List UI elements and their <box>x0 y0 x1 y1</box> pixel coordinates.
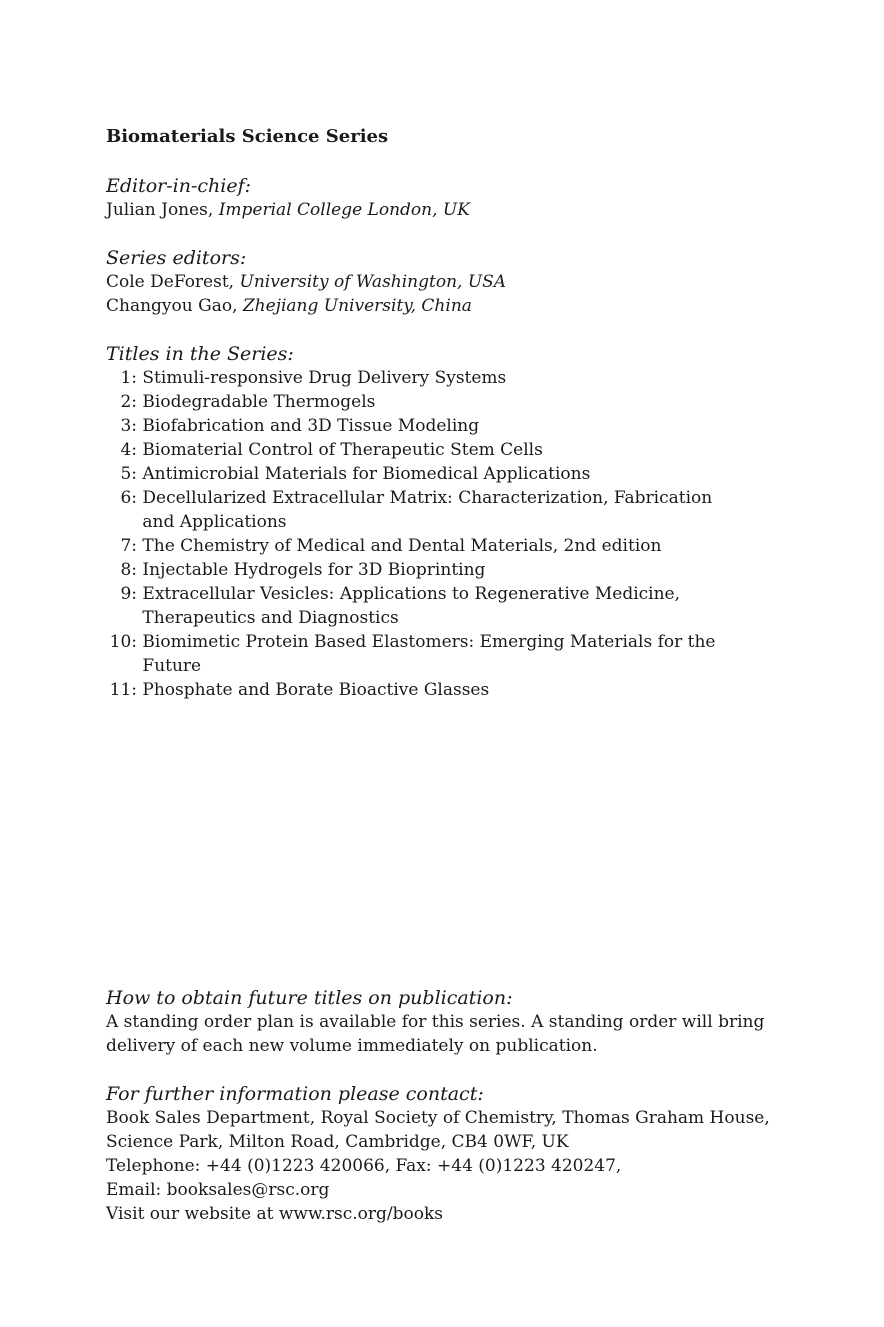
title-text: Antimicrobial Materials for Biomedical Applications <box>142 464 591 484</box>
titles-section <box>106 342 796 702</box>
series-editor-affiliation: Zhejiang University, China <box>242 296 472 316</box>
contact-website: Visit our website at www.rsc.org/books <box>106 1204 444 1224</box>
title-text: Biofabrication and 3D Tissue Modeling <box>142 416 480 436</box>
title-item <box>106 486 796 534</box>
series-editor-name: Cole DeForest, <box>106 272 235 292</box>
contact-email: Email: booksales@rsc.org <box>106 1180 330 1200</box>
future-titles-section <box>106 986 796 1058</box>
title-number: 8: <box>120 560 137 580</box>
series-front-matter <box>106 124 796 702</box>
contact-heading: For further information please contact: <box>106 1083 484 1105</box>
series-editor-entry <box>106 294 796 318</box>
editor-in-chief-entry <box>106 198 796 222</box>
series-editor-entry <box>106 270 796 294</box>
titles-list <box>106 366 796 702</box>
contact-address-line: Book Sales Department, Royal Society of Chemistry, Thomas Graham House, <box>106 1108 770 1128</box>
title-number: 5: <box>120 464 137 484</box>
ordering-contact-section <box>106 986 796 1226</box>
title-number: 1: <box>120 368 137 388</box>
title-item <box>106 438 796 462</box>
series-editors-section <box>106 246 796 318</box>
title-number: 2: <box>120 392 137 412</box>
title-number: 10: <box>109 632 137 652</box>
title-number: 11: <box>109 680 137 700</box>
title-text: Decellularized Extracellular Matrix: Characterization, Fabrication and Applications <box>142 488 713 532</box>
title-item <box>106 390 796 414</box>
title-text: Biomaterial Control of Therapeutic Stem Cells <box>142 440 543 460</box>
series-editor-name: Changyou Gao, <box>106 296 238 316</box>
title-text: Phosphate and Borate Bioactive Glasses <box>142 680 490 700</box>
series-editors-heading: Series editors: <box>106 247 247 269</box>
title-item <box>106 534 796 558</box>
contact-phone-fax: Telephone: +44 (0)1223 420066, Fax: +44 (0)1223 420247, <box>106 1156 622 1176</box>
title-item <box>106 462 796 486</box>
title-number: 7: <box>120 536 137 556</box>
title-text: Biomimetic Protein Based Elastomers: Emerging Materials for the Future <box>142 632 716 676</box>
series-editor-affiliation: University of Washington, USA <box>239 272 507 292</box>
title-text: Stimuli-responsive Drug Delivery Systems <box>142 368 507 388</box>
editor-in-chief-section <box>106 174 796 222</box>
title-text: Biodegradable Thermogels <box>142 392 376 412</box>
editor-in-chief-heading: Editor-in-chief: <box>106 175 252 197</box>
title-item <box>106 558 796 582</box>
editor-in-chief-name: Julian Jones, <box>106 200 214 220</box>
contact-address-line: Science Park, Milton Road, Cambridge, CB4 0WF, UK <box>106 1132 569 1152</box>
series-title: Biomaterials Science Series <box>106 126 389 147</box>
titles-heading: Titles in the Series: <box>106 343 294 365</box>
title-text: Injectable Hydrogels for 3D Bioprinting <box>142 560 486 580</box>
future-titles-heading: How to obtain future titles on publication: <box>106 987 513 1009</box>
title-text: The Chemistry of Medical and Dental Materials, 2nd edition <box>142 536 662 556</box>
title-number: 4: <box>120 440 137 460</box>
title-item <box>106 678 796 702</box>
title-text: Extracellular Vesicles: Applications to Regenerative Medicine, Therapeutics and Diagnostics <box>142 584 681 628</box>
title-number: 9: <box>120 584 137 604</box>
contact-section <box>106 1082 796 1226</box>
title-number: 6: <box>120 488 137 508</box>
title-item <box>106 630 796 678</box>
future-titles-body: A standing order plan is available for this series. A standing order will bring delivery of each new volume immediately on publication. <box>106 1012 765 1056</box>
editor-in-chief-affiliation: Imperial College London, UK <box>218 200 470 220</box>
title-item <box>106 582 796 630</box>
title-item <box>106 414 796 438</box>
title-item <box>106 366 796 390</box>
title-number: 3: <box>120 416 137 436</box>
